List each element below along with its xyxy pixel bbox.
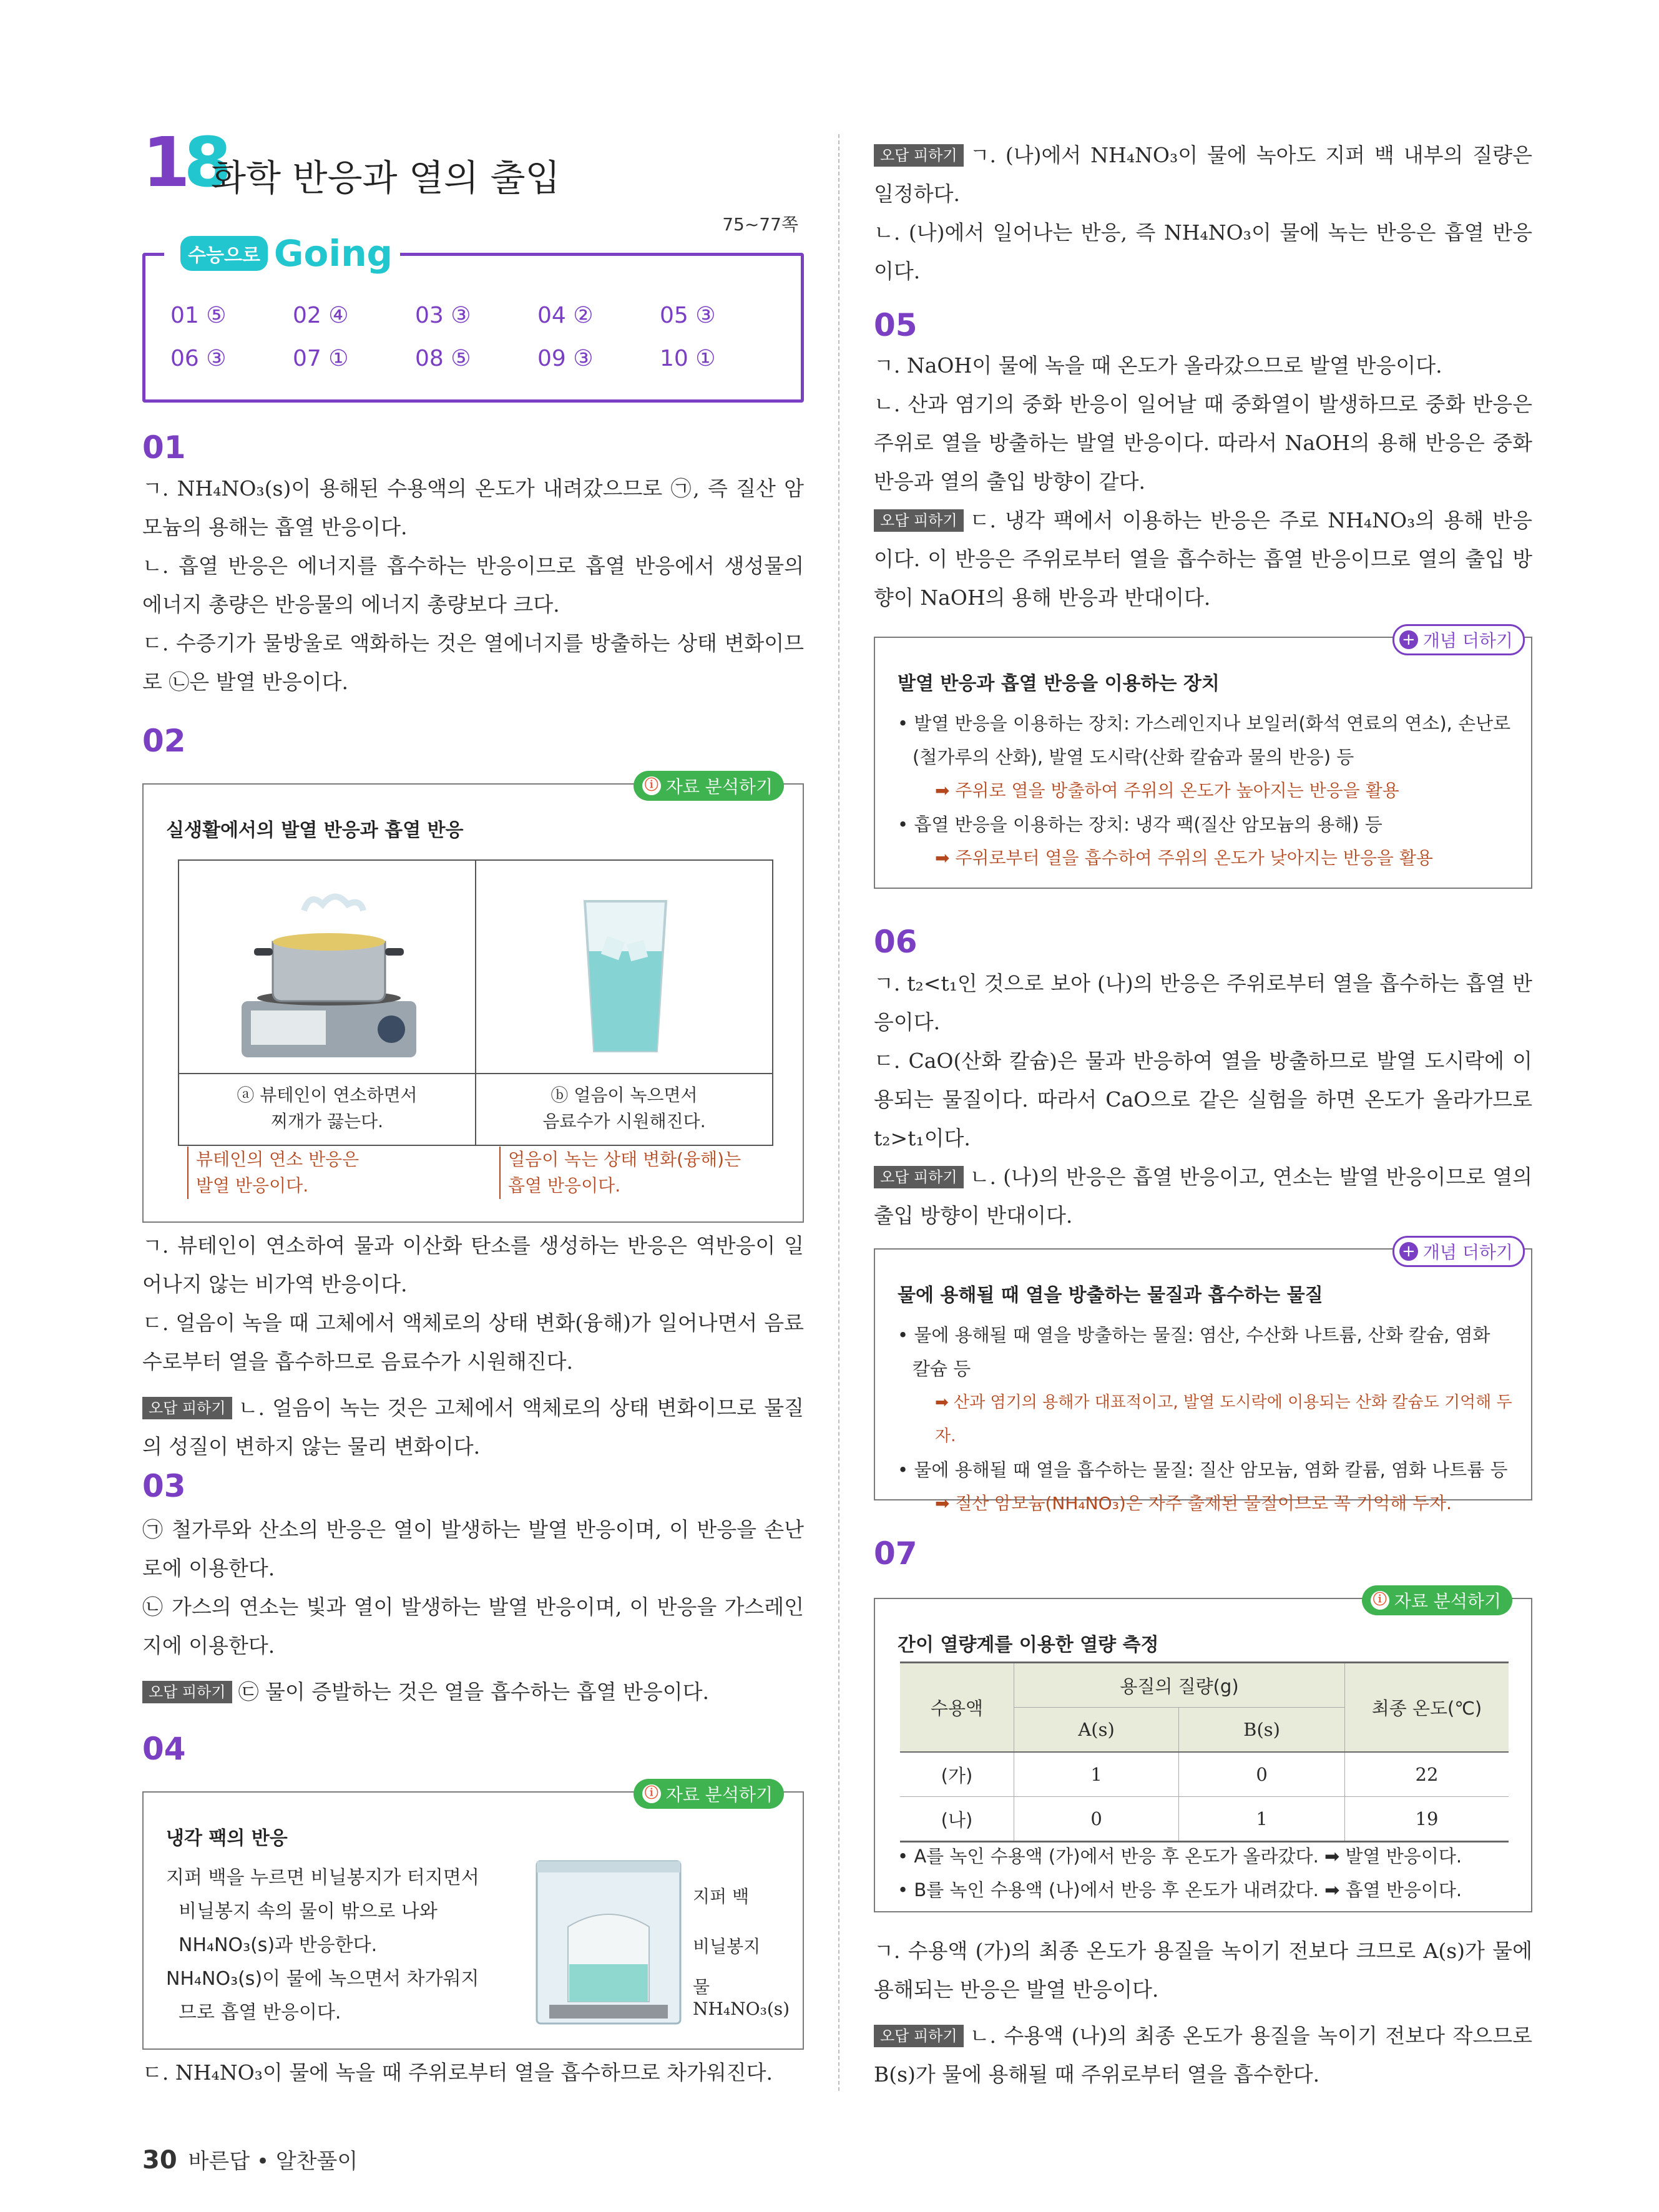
- header-a: A(s): [1014, 1708, 1179, 1753]
- q01-paragraph-3: ㄷ. 수증기가 물방울로 액화하는 것은 열에너지를 방출하는 상태 변화이므로 ㉡은 발열 반응이다.: [142, 631, 804, 694]
- q01-text: [142, 469, 804, 702]
- caption-a: ⓐ 뷰테인이 연소하면서 찌개가 끓는다.: [237, 1085, 418, 1132]
- table-row: (가) 1 0 22: [900, 1752, 1509, 1797]
- calorimeter-table: [900, 1661, 1509, 1843]
- answer-item: 01 ⑤: [170, 303, 227, 328]
- bulb-icon: ⓘ: [642, 1784, 661, 1803]
- question-number-05: 05: [874, 307, 918, 343]
- answer-item: 06 ③: [170, 346, 227, 371]
- stove-pot-illustration: [235, 886, 423, 1067]
- page-range: 75~77쪽: [722, 214, 798, 235]
- q06-bullets: • 물에 용해될 때 열을 방출하는 물질: 염산, 수산화 나트륨, 산화 칼슘, 염화 칼슘 등 ➡ 산과 염기의 용해가 대표적이고, 발열 도시락에 이용되는 산화 칼슘도 기억해 두자. • 물에 용해될 때 열을 흡수하는 물질: 질산 암모늄, 염화 칼륨, 염화 나트륨 등 ➡ 질산 암모늄(NH₄NO₃)은 자주 출제된 물질이므로 꼭 기억해 두자.: [898, 1324, 1512, 1514]
- plus-icon: +: [1399, 630, 1418, 649]
- q06-text: [874, 964, 1532, 1235]
- wrong-answer-tag: 오답 피하기: [874, 509, 964, 532]
- book-title: 바른답 • 알찬풀이: [188, 2149, 358, 2174]
- bulb-icon: ⓘ: [642, 776, 661, 795]
- q02-box-title: 실생활에서의 발열 반응과 흡열 반응: [166, 820, 464, 841]
- column-divider: [838, 134, 839, 2091]
- header-solution: 수용액: [900, 1663, 1014, 1753]
- page-footer: [142, 2144, 358, 2175]
- q06-paragraph-1: ㄱ. t₂<t₁인 것으로 보아 (나)의 반응은 주위로부터 열을 흡수하는 흡열 반응이다.: [874, 971, 1532, 1034]
- q03-paragraph-2: ㉡ 가스의 연소는 빛과 열이 발생하는 발열 반응이며, 이 반응을 가스레인지에 이용한다.: [142, 1595, 804, 1658]
- chapter-number: 18: [142, 122, 226, 202]
- q07-bullets: • A를 녹인 수용액 (가)에서 반응 후 온도가 올라갔다. ➡ 발열 반응이다. • B를 녹인 수용액 (나)에서 반응 후 온도가 내려갔다. ➡ 흡열 반응이다.: [898, 1846, 1462, 1901]
- plus-icon: +: [1399, 1242, 1418, 1261]
- q05-paragraph-3: 오답 피하기 ㄷ. 냉각 팩에서 이용하는 반응은 주로 NH₄NO₃의 용해 반응이다. 이 반응은 주위로부터 열을 흡수하는 흡열 반응이므로 열의 출입 방향이 NaOH의 용해 반응과 반대이다.: [874, 508, 1532, 610]
- q06-paragraph-2: ㄷ. CaO(산화 칼슘)은 물과 반응하여 열을 방출하므로 발열 도시락에 이용되는 물질이다. 따라서 CaO으로 같은 실험을 하면 온도가 올라가므로 t₂>t₁이다.: [874, 1049, 1532, 1150]
- header-mass: 용질의 질량(g): [1014, 1663, 1345, 1708]
- answer-item: 07 ①: [293, 346, 349, 371]
- q07-figure-box: [874, 1591, 1532, 1912]
- answer-item: 08 ⑤: [415, 346, 471, 371]
- q04-paragraph-1: ㄷ. NH₄NO₃이 물에 녹을 때 주위로부터 열을 흡수하므로 차가워진다.: [142, 2060, 773, 2085]
- data-analysis-badge: ⓘ 자료 분석하기: [634, 1779, 784, 1809]
- answer-item: 10 ①: [660, 346, 716, 371]
- q06-concept-box: [874, 1242, 1532, 1514]
- bulb-icon: ⓘ: [1371, 1591, 1389, 1610]
- q02-paragraph-2: ㄷ. 얼음이 녹을 때 고체에서 액체로의 상태 변화(융해)가 일어나면서 음료수로부터 열을 흡수하므로 음료수가 시원해진다.: [142, 1311, 804, 1374]
- label-nh4no3: NH₄NO₃(s): [693, 1999, 790, 2019]
- question-number-03: 03: [142, 1468, 186, 1504]
- cold-pack-illustration: [531, 1852, 687, 2033]
- q04-paragraph-3: ㄴ. (나)에서 일어나는 반응, 즉 NH₄NO₃이 물에 녹는 반응은 흡열 반응이다.: [874, 220, 1532, 283]
- q06-paragraph-3: 오답 피하기 ㄴ. (나)의 반응은 흡열 반응이고, 연소는 발열 반응이므로 열의 출입 방향이 반대이다.: [874, 1165, 1532, 1228]
- q03-text: [142, 1510, 804, 1711]
- going-logo: [164, 232, 400, 275]
- answer-grid: [170, 303, 782, 371]
- header-b: B(s): [1179, 1708, 1345, 1753]
- q05-box-title: 발열 반응과 흡열 반응을 이용하는 장치: [898, 673, 1220, 695]
- answer-item: 09 ③: [537, 346, 594, 371]
- data-analysis-badge: ⓘ 자료 분석하기: [1362, 1585, 1512, 1615]
- question-number-04: 04: [142, 1731, 186, 1767]
- page-number: 30: [142, 2146, 177, 2175]
- label-plastic-bag: 비닐봉지: [693, 1936, 761, 1957]
- q04-box-title: 냉각 팩의 반응: [166, 1828, 288, 1849]
- q02-image-table: [178, 859, 773, 1146]
- concept-plus-badge: + 개념 더하기: [1392, 624, 1525, 655]
- q03-paragraph-1: ㉠ 철가루와 산소의 반응은 열이 발생하는 발열 반응이며, 이 반응을 손난로에 이용한다.: [142, 1517, 804, 1580]
- q02-paragraph-1: ㄱ. 뷰테인이 연소하여 물과 이산화 탄소를 생성하는 반응은 역반응이 일어나지 않는 비가역 반응이다.: [142, 1233, 804, 1296]
- answer-key-box: [142, 214, 804, 403]
- answer-item: 03 ③: [415, 303, 471, 328]
- answer-item: 04 ②: [537, 303, 594, 328]
- q01-paragraph-1: ㄱ. NH₄NO₃(s)이 용해된 수용액의 온도가 내려갔으므로 ㉠, 즉 질산 암모늄의 용해는 흡열 반응이다.: [142, 476, 804, 539]
- header-temp: 최종 온도(℃): [1345, 1663, 1509, 1753]
- wrong-answer-tag: 오답 피하기: [874, 1166, 964, 1188]
- ice-glass-illustration: [579, 895, 672, 1057]
- q04-figure-box: [142, 1784, 804, 2050]
- going-word: Going: [273, 232, 393, 275]
- concept-plus-badge: + 개념 더하기: [1392, 1236, 1525, 1267]
- caption-b: ⓑ 얼음이 녹으면서 음료수가 시원해진다.: [542, 1085, 706, 1132]
- q04-bullets: 지퍼 백을 누르면 비닐봉지가 터지면서 비닐봉지 속의 물이 밖으로 나와 NH₄NO₃(s)과 반응한다. NH₄NO₃(s)이 물에 녹으면서 차가워지 므로 흡열 반응이다.: [166, 1867, 479, 2024]
- q06-box-title: 물에 용해될 때 열을 방출하는 물질과 흡수하는 물질: [898, 1285, 1323, 1306]
- q07-box-title: 간이 열량계를 이용한 열량 측정: [898, 1634, 1159, 1656]
- question-number-06: 06: [874, 924, 918, 960]
- answer-item: 05 ③: [660, 303, 716, 328]
- q05-bullets: • 발열 반응을 이용하는 장치: 가스레인지나 보일러(화석 연료의 연소), 손난로 (철가루의 산화), 발열 도시락(산화 칼슘과 물의 반응) 등 ➡ 주위로 열을 방출하여 주위의 온도가 높아지는 반응을 활용 • 흡열 반응을 이용하는 장치: 냉각 팩(질산 암모늄의 용해) 등 ➡ 주위로부터 열을 흡수하여 주위의 온도가 낮아지는 반응을 활용: [898, 713, 1511, 868]
- q02-text: [142, 1226, 804, 1466]
- going-tag: 수능으로: [180, 236, 268, 271]
- q03-paragraph-3: 오답 피하기 ㉢ 물이 증발하는 것은 열을 흡수하는 흡열 반응이다.: [142, 1673, 804, 1711]
- q02-figure-box: [142, 776, 804, 1223]
- q05-concept-box: [874, 630, 1532, 889]
- q07-paragraph-2: 오답 피하기 ㄴ. 수용액 (나)의 최종 온도가 용질을 녹이기 전보다 작으므로 B(s)가 물에 용해될 때 주위로부터 열을 흡수한다.: [874, 2024, 1532, 2087]
- q05-paragraph-1: ㄱ. NaOH이 물에 녹을 때 온도가 올라갔으므로 발열 반응이다.: [874, 353, 1442, 378]
- note-b: 얼음이 녹는 상태 변화(융해)는 흡열 반응이다.: [499, 1147, 741, 1199]
- q05-paragraph-2: ㄴ. 산과 염기의 중화 반응이 일어날 때 중화열이 발생하므로 중화 반응은 주위로 열을 방출하는 발열 반응이다. 따라서 NaOH의 용해 반응은 중화 반응과 열의 출입 방향이 같다.: [874, 392, 1532, 494]
- answer-item: 02 ④: [293, 303, 349, 328]
- q04-continued-text: [874, 136, 1532, 291]
- q07-paragraph-1: ㄱ. 수용액 (가)의 최종 온도가 용질을 녹이기 전보다 크므로 A(s)가 물에 용해되는 반응은 발열 반응이다.: [874, 1939, 1532, 2002]
- wrong-answer-tag: 오답 피하기: [142, 1681, 232, 1703]
- question-number-02: 02: [142, 723, 186, 759]
- table-row: (나) 0 1 19: [900, 1797, 1509, 1842]
- q04-paragraph-2: 오답 피하기 ㄱ. (나)에서 NH₄NO₃이 물에 녹아도 지퍼 백 내부의 질량은 일정하다.: [874, 143, 1532, 206]
- q01-paragraph-2: ㄴ. 흡열 반응은 에너지를 흡수하는 반응이므로 흡열 반응에서 생성물의 에너지 총량은 반응물의 에너지 총량보다 크다.: [142, 554, 804, 617]
- chapter-title: 화학 반응과 열의 출입: [211, 157, 560, 199]
- data-analysis-badge: ⓘ 자료 분석하기: [634, 771, 784, 801]
- wrong-answer-tag: 오답 피하기: [874, 144, 964, 167]
- question-number-07: 07: [874, 1535, 918, 1572]
- q02-paragraph-3: 오답 피하기 ㄴ. 얼음이 녹는 것은 고체에서 액체로의 상태 변화이므로 물질의 성질이 변하지 않는 물리 변화이다.: [142, 1396, 804, 1459]
- label-zipper-bag: 지퍼 백: [693, 1886, 750, 1907]
- note-a: 뷰테인의 연소 반응은 발열 반응이다.: [187, 1147, 359, 1199]
- q07-text: [874, 1932, 1532, 2094]
- wrong-answer-tag: 오답 피하기: [142, 1397, 232, 1419]
- label-water: 물: [693, 1977, 710, 1997]
- question-number-01: 01: [142, 429, 186, 466]
- q05-text: [874, 346, 1532, 617]
- wrong-answer-tag: 오답 피하기: [874, 2025, 964, 2047]
- q04-text: [142, 2053, 804, 2092]
